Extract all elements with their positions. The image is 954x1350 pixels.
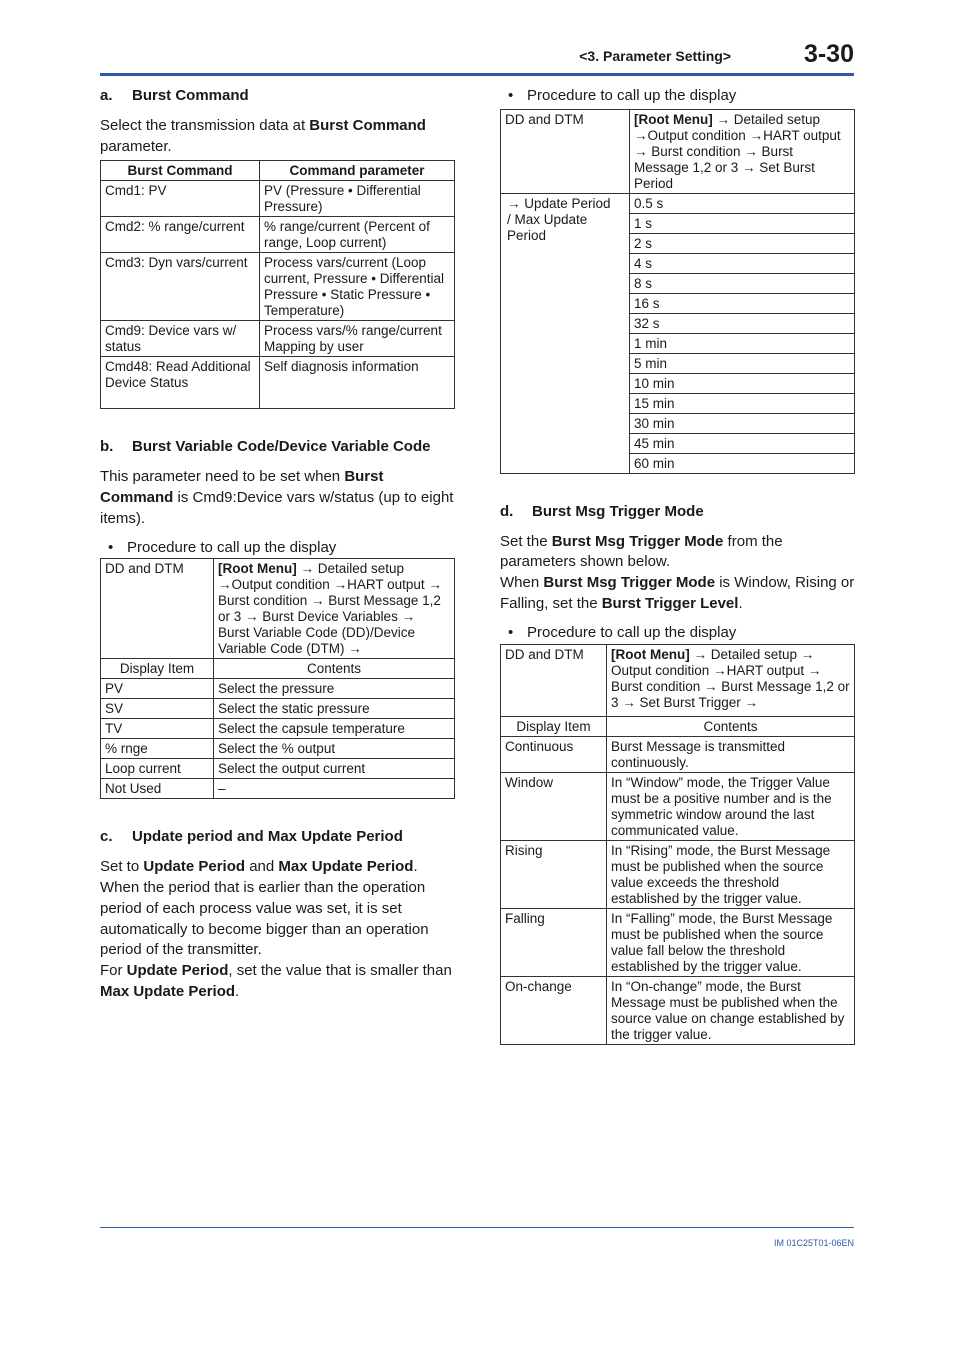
burst-variable-table — [100, 558, 455, 799]
heading-burst-variable-code: b. Burst Variable Code/Device Variable Code — [100, 438, 431, 456]
period-option: 5 min — [630, 353, 855, 373]
header-rule — [100, 73, 854, 76]
menu-path-row — [501, 644, 855, 716]
period-option: 30 min — [630, 413, 855, 433]
period-option: 15 min — [630, 393, 855, 413]
left-column — [100, 86, 455, 1003]
trigger-mode-table — [500, 644, 855, 1045]
period-option: 2 s — [630, 233, 855, 253]
period-option: 16 s — [630, 293, 855, 313]
table-header-row — [501, 716, 855, 736]
table-row: PV Select the pressure — [101, 679, 455, 699]
update-period-table — [500, 109, 855, 474]
trigger-mode-text-1: Set the Burst Msg Trigger Mode from the parameters shown below. — [500, 532, 783, 571]
table-row: Continuous Burst Message is transmitted continuously. — [501, 736, 855, 772]
period-option: 8 s — [630, 273, 855, 293]
burst-command-intro: Select the transmission data at Burst Command parameter. — [100, 116, 426, 155]
table-row: Cmd48: Read Additional Device Status Self diagnosis information — [101, 357, 455, 409]
table-header-row — [101, 659, 455, 679]
heading-burst-msg-trigger-mode: d. Burst Msg Trigger Mode — [500, 502, 704, 520]
menu-path: [Root Menu] → Detailed setup →Output condition →HART output → Burst condition → Burst Message 1,2 or 3 → Set Burst Period — [630, 109, 855, 193]
update-period-text-3: For Update Period, set the value that is smaller than Max Update Period. — [100, 962, 452, 1000]
table-row: On-change In “On-change” mode, the Burst Message must be published when the source value on change established by the trigger value. — [501, 976, 855, 1044]
heading-update-period: c. Update period and Max Update Period — [100, 828, 403, 846]
table-row: % rnge Select the % output — [101, 739, 455, 759]
dd-dtm-label: DD and DTM — [501, 644, 607, 716]
table-row: Cmd2: % range/current % range/current (Percent of range, Loop current) — [101, 217, 455, 253]
procedure-bullet: • Procedure to call up the display — [508, 623, 737, 641]
section-title: <3. Parameter Setting> — [579, 48, 731, 64]
column-header: Display Item — [501, 716, 607, 736]
table-row: TV Select the capsule temperature — [101, 719, 455, 739]
dd-dtm-label: DD and DTM — [501, 109, 630, 193]
column-header: Contents — [214, 659, 455, 679]
table-row: Not Used – — [101, 779, 455, 799]
table-row: Falling In “Falling” mode, the Burst Message must be published when the source value fall below the threshold established by the trigger value. — [501, 908, 855, 976]
trigger-mode-text-2: When Burst Msg Trigger Mode is Window, Rising or Falling, set the Burst Trigger Level. — [500, 574, 855, 612]
period-option: 32 s — [630, 313, 855, 333]
column-header: Contents — [607, 716, 855, 736]
table-row: Cmd9: Device vars w/ status Process vars/% range/current Mapping by user — [101, 321, 455, 357]
page-number: 3-30 — [803, 40, 854, 68]
period-option: 45 min — [630, 433, 855, 453]
table-row: SV Select the static pressure — [101, 699, 455, 719]
table-row: Rising In “Rising” mode, the Burst Message must be published when the source value exceeds the threshold established by the trigger value. — [501, 840, 855, 908]
table-row: Cmd1: PV PV (Pressure • Differential Pressure) — [101, 181, 455, 217]
column-header: Burst Command — [101, 161, 260, 181]
procedure-bullet: • Procedure to call up the display — [508, 87, 737, 104]
right-column — [500, 86, 855, 1045]
column-header: Display Item — [101, 659, 214, 679]
period-option: 0.5 s — [630, 193, 855, 213]
heading-burst-command: a. Burst Command — [100, 87, 249, 104]
table-row: Window In “Window” mode, the Trigger Value must be a positive number and is the symmetric window around the last communicated value. — [501, 772, 855, 840]
column-header: Command parameter — [260, 161, 455, 181]
period-option: 1 min — [630, 333, 855, 353]
burst-command-table — [100, 160, 455, 409]
period-option: 60 min — [630, 453, 855, 473]
menu-path-row — [501, 109, 855, 193]
procedure-bullet: • Procedure to call up the display — [108, 538, 337, 556]
table-row — [501, 193, 855, 213]
menu-path: [Root Menu] → Detailed setup →Output condition →HART output → Burst condition → Burst Message 1,2 or 3 → Burst Device Variables → Burst Variable Code (DD)/Device Variable Code (DTM) → — [214, 559, 455, 659]
menu-path: [Root Menu] → Detailed setup → Output condition →HART output → Burst condition → Burst Message 1,2 or 3 → Set Burst Trigger → — [607, 644, 855, 716]
burst-variable-intro: This parameter need to be set when Burst Command is Cmd9:Device vars w/status (up to eight items). — [100, 468, 454, 527]
period-option: 1 s — [630, 213, 855, 233]
menu-path-row — [101, 559, 455, 659]
table-row: Cmd3: Dyn vars/current Process vars/current (Loop current, Pressure • Differential Pressure • Static Pressure • Temperature) — [101, 253, 455, 321]
footer-rule — [100, 1227, 854, 1228]
period-option: 4 s — [630, 253, 855, 273]
document-code: IM 01C25T01-06EN — [773, 1238, 854, 1248]
period-option: 10 min — [630, 373, 855, 393]
update-period-text-1: Set to Update Period and Max Update Period. — [100, 858, 418, 876]
table-header-row — [101, 161, 455, 181]
table-row: Loop current Select the output current — [101, 759, 455, 779]
period-label: → Update Period / Max Update Period — [501, 193, 630, 473]
dd-dtm-label: DD and DTM — [101, 559, 214, 659]
update-period-text-2: When the period that is earlier than the operation period of each process value was set, it is set automatically to become bigger than an operation period of the transmitter. — [100, 878, 429, 959]
